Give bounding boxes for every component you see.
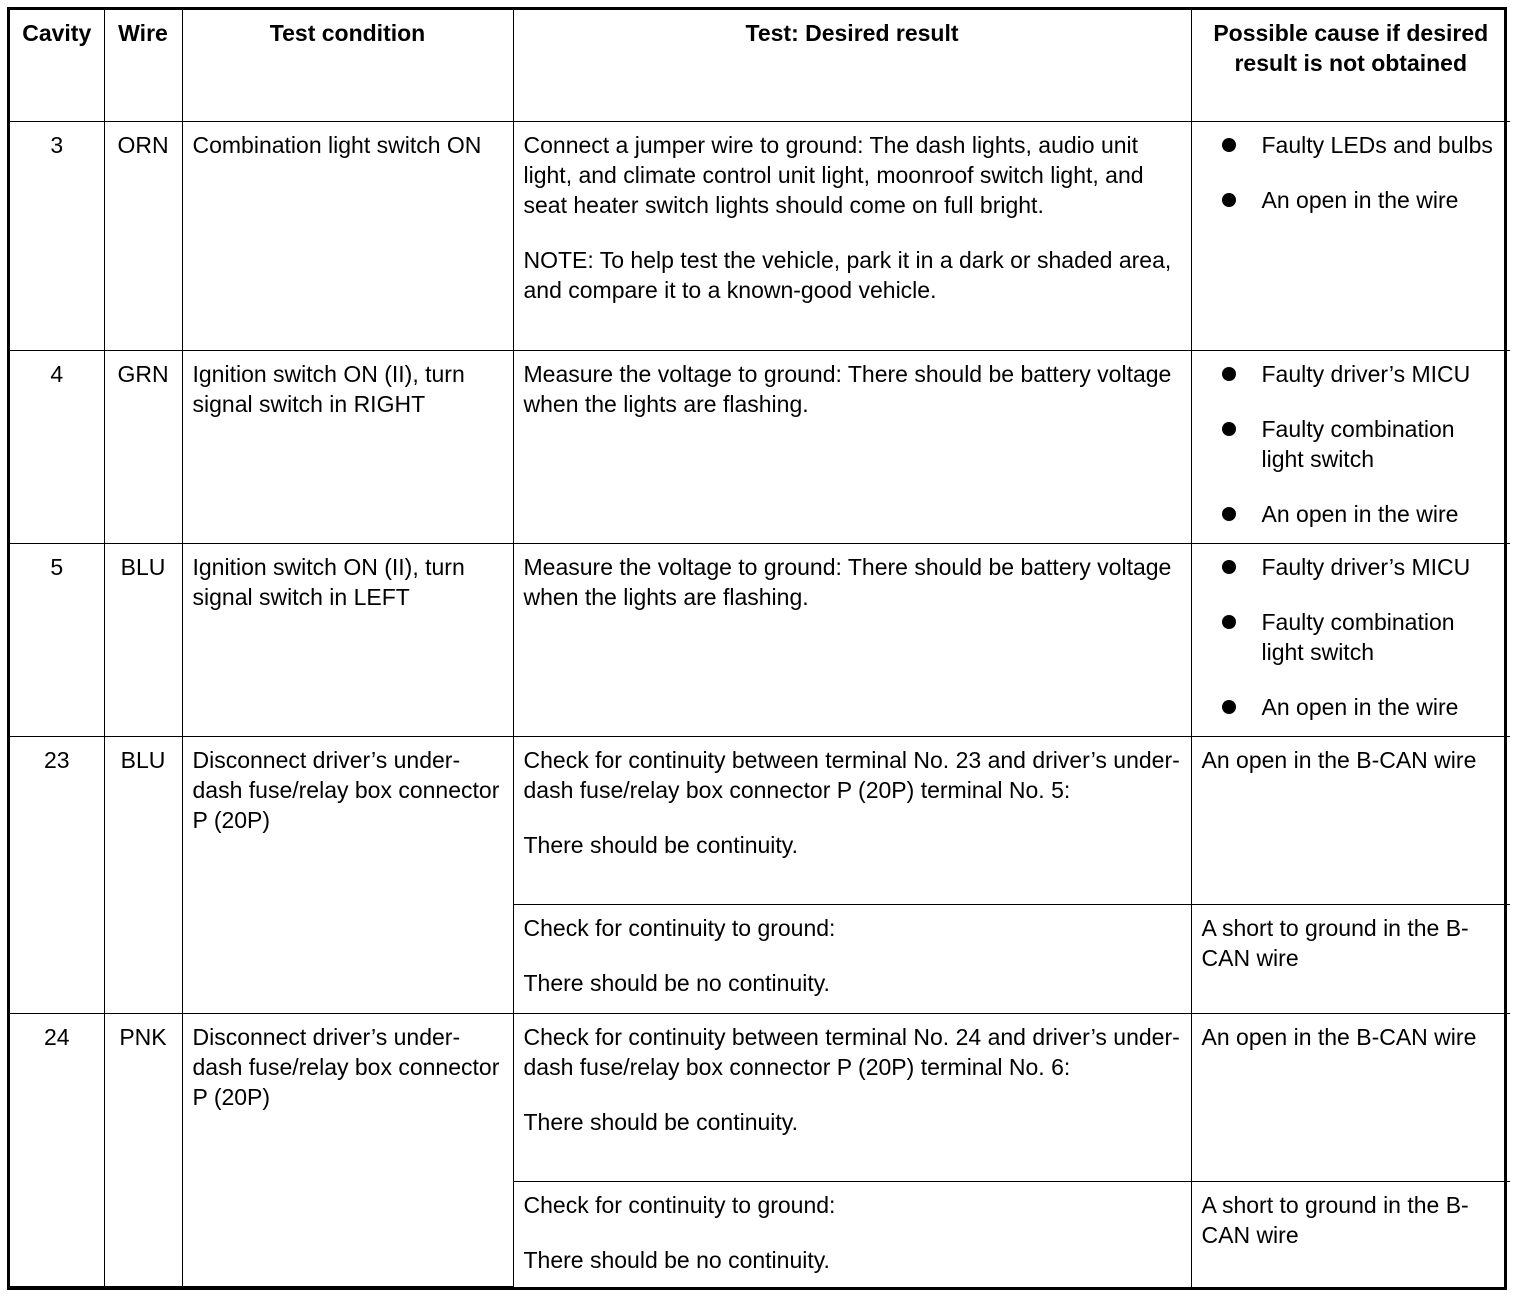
cause-item xyxy=(1220,130,1501,160)
cause-item xyxy=(1220,552,1501,582)
cause-cell xyxy=(1191,350,1510,543)
result-text: Check for continuity between terminal No. 23 and driver’s under-dash fuse/relay box connector P (20P) terminal No. 5: xyxy=(523,746,1180,803)
result-note: NOTE: To help test the vehicle, park it in a dark or shaded area, and compare it to a known-good vehicle. xyxy=(523,246,1172,303)
table-row xyxy=(10,736,1510,904)
result-cell xyxy=(513,350,1191,543)
cavity-cell: 5 xyxy=(10,543,104,736)
bullet-icon xyxy=(1222,138,1236,152)
wire-cell: PNK xyxy=(104,1013,182,1287)
result-text: Check for continuity to ground: xyxy=(523,914,836,941)
cause-cell xyxy=(1191,121,1510,350)
result-text: Check for continuity to ground: xyxy=(523,1191,836,1218)
condition-cell: Disconnect driver’s under-dash fuse/relay box connector P (20P) xyxy=(182,736,513,1013)
table-row xyxy=(10,121,1510,350)
wire-cell: BLU xyxy=(104,543,182,736)
condition-cell: Ignition switch ON (II), turn signal switch in RIGHT xyxy=(182,350,513,543)
cavity-cell: 24 xyxy=(10,1013,104,1287)
troubleshooting-table xyxy=(10,10,1510,1287)
condition-cell: Disconnect driver’s under-dash fuse/relay box connector P (20P) xyxy=(182,1013,513,1287)
cause-list xyxy=(1202,130,1501,215)
cause-text: An open in the wire xyxy=(1261,500,1459,527)
result-cell xyxy=(513,121,1191,350)
bullet-icon xyxy=(1222,507,1236,521)
header-test-condition: Test condition xyxy=(182,10,513,121)
cause-text: Faulty driver’s MICU xyxy=(1261,360,1471,387)
cause-list xyxy=(1202,359,1501,529)
result-cell xyxy=(513,736,1191,904)
bullet-icon xyxy=(1222,367,1236,381)
result-cell xyxy=(513,1013,1191,1181)
bullet-icon xyxy=(1222,615,1236,629)
wire-cell: GRN xyxy=(104,350,182,543)
cause-text: An open in the wire xyxy=(1261,693,1459,720)
cause-text: Faulty combination light switch xyxy=(1261,415,1455,472)
header-desired-result: Test: Desired result xyxy=(513,10,1191,121)
cause-cell: An open in the B-CAN wire xyxy=(1191,736,1510,904)
cause-text: Faulty LEDs and bulbs xyxy=(1261,131,1493,158)
wire-cell: ORN xyxy=(104,121,182,350)
bullet-icon xyxy=(1222,700,1236,714)
cause-text: Faulty combination light switch xyxy=(1261,608,1455,665)
header-row xyxy=(10,10,1510,121)
cavity-cell: 23 xyxy=(10,736,104,1013)
table-row xyxy=(10,1013,1510,1181)
header-cavity: Cavity xyxy=(10,10,104,121)
cause-item xyxy=(1220,499,1501,529)
table-row xyxy=(10,350,1510,543)
cause-item xyxy=(1220,692,1501,722)
result-text: Connect a jumper wire to ground: The dash lights, audio unit light, and climate control unit light, moonroof switch light, and seat heater switch lights should come on full bright. xyxy=(523,131,1144,218)
result-text: Check for continuity between terminal No. 24 and driver’s under-dash fuse/relay box connector P (20P) terminal No. 6: xyxy=(523,1023,1180,1080)
cause-item xyxy=(1220,185,1501,215)
condition-cell: Combination light switch ON xyxy=(182,121,513,350)
cause-text: Faulty driver’s MICU xyxy=(1261,553,1471,580)
header-wire: Wire xyxy=(104,10,182,121)
troubleshooting-table-frame xyxy=(7,7,1507,1290)
cause-cell xyxy=(1191,543,1510,736)
bullet-icon xyxy=(1222,193,1236,207)
cause-item xyxy=(1220,607,1501,667)
bullet-icon xyxy=(1222,422,1236,436)
result-text: Measure the voltage to ground: There should be battery voltage when the lights are flashing. xyxy=(523,553,1172,610)
condition-cell: Ignition switch ON (II), turn signal switch in LEFT xyxy=(182,543,513,736)
result-text: Measure the voltage to ground: There should be battery voltage when the lights are flashing. xyxy=(523,360,1172,417)
result-expected: There should be no continuity. xyxy=(523,1246,830,1273)
result-expected: There should be no continuity. xyxy=(523,969,830,996)
cause-cell: A short to ground in the B-CAN wire xyxy=(1191,904,1510,1013)
cause-cell: A short to ground in the B-CAN wire xyxy=(1191,1181,1510,1287)
cause-item xyxy=(1220,414,1501,474)
cause-list xyxy=(1202,552,1501,722)
bullet-icon xyxy=(1222,560,1236,574)
cavity-cell: 3 xyxy=(10,121,104,350)
cavity-cell: 4 xyxy=(10,350,104,543)
cause-text: An open in the wire xyxy=(1261,186,1459,213)
cause-item xyxy=(1220,359,1501,389)
result-cell xyxy=(513,543,1191,736)
cause-cell: An open in the B-CAN wire xyxy=(1191,1013,1510,1181)
wire-cell: BLU xyxy=(104,736,182,1013)
result-expected: There should be continuity. xyxy=(523,831,798,858)
header-possible-cause: Possible cause if desired result is not obtained xyxy=(1191,10,1510,121)
table-row xyxy=(10,543,1510,736)
result-cell xyxy=(513,1181,1191,1287)
result-cell xyxy=(513,904,1191,1013)
result-expected: There should be continuity. xyxy=(523,1108,798,1135)
